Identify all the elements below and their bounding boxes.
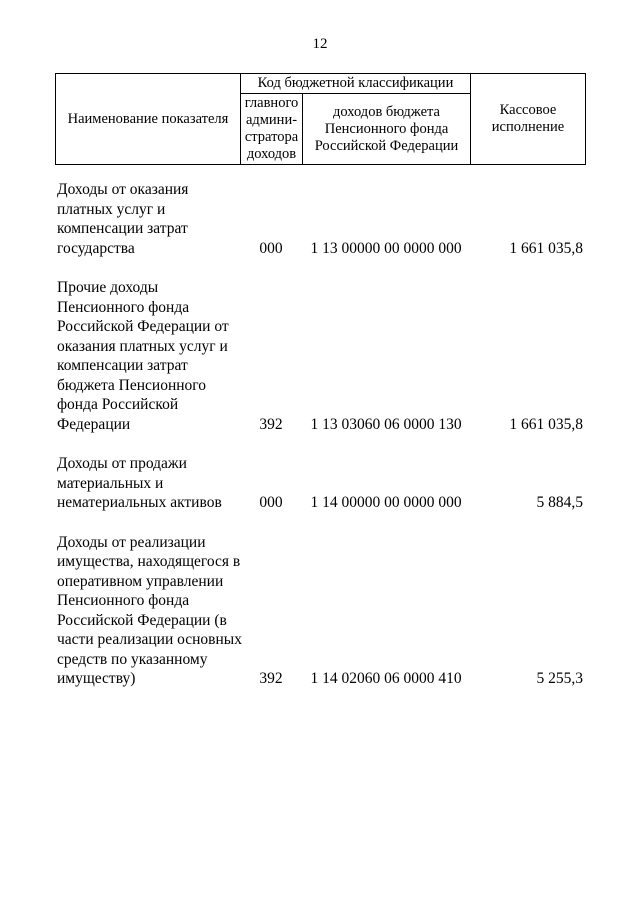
- row-admin-code: 000: [259, 239, 283, 257]
- page-number: 12: [312, 36, 328, 52]
- row-budget-code: 1 14 00000 00 0000 000: [310, 494, 462, 511]
- row-amount: 5 255,3: [536, 670, 583, 687]
- table-body: [55, 180, 585, 709]
- table-row: [55, 533, 585, 689]
- table-row: [55, 180, 585, 258]
- row-admin-code: 000: [259, 494, 283, 511]
- header-main-administrator: главного админи-стратора доходов: [241, 94, 303, 165]
- header-budget-classification: Код бюджетной классификации: [241, 74, 471, 94]
- row-amount: 1 661 035,8: [509, 415, 583, 433]
- table-row: [55, 278, 585, 434]
- row-indicator-name: Доходы от реализации имущества, находящегося в оперативном управлении Пенсионного фонда Российской Федерации (в части реализации основных средств по указанному имуществу): [57, 533, 242, 687]
- table-row: [55, 454, 585, 513]
- row-indicator-name: Доходы от оказания платных услуг и компенсации затрат государства: [57, 181, 189, 257]
- row-amount: 1 661 035,8: [509, 239, 583, 257]
- row-admin-code: 392: [259, 415, 283, 433]
- header-name-column: Наименование показателя: [56, 74, 241, 165]
- header-pension-fund-revenue: доходов бюджета Пенсионного фонда Российской Федерации: [303, 94, 471, 165]
- header-cash-execution: Кассовое исполнение: [471, 74, 586, 165]
- row-indicator-name: Доходы от продажи материальных и нематериальных активов: [57, 455, 222, 511]
- row-amount: 5 884,5: [536, 494, 583, 511]
- row-indicator-name: Прочие доходы Пенсионного фонда Российской Федерации от оказания платных услуг и компенсации затрат бюджета Пенсионного фонда Российской Федерации: [57, 279, 229, 433]
- row-admin-code: 392: [259, 670, 283, 687]
- row-budget-code: 1 13 00000 00 0000 000: [310, 239, 462, 257]
- row-budget-code: 1 14 02060 06 0000 410: [310, 670, 462, 687]
- table-header: [55, 73, 586, 165]
- row-budget-code: 1 13 03060 06 0000 130: [310, 415, 462, 433]
